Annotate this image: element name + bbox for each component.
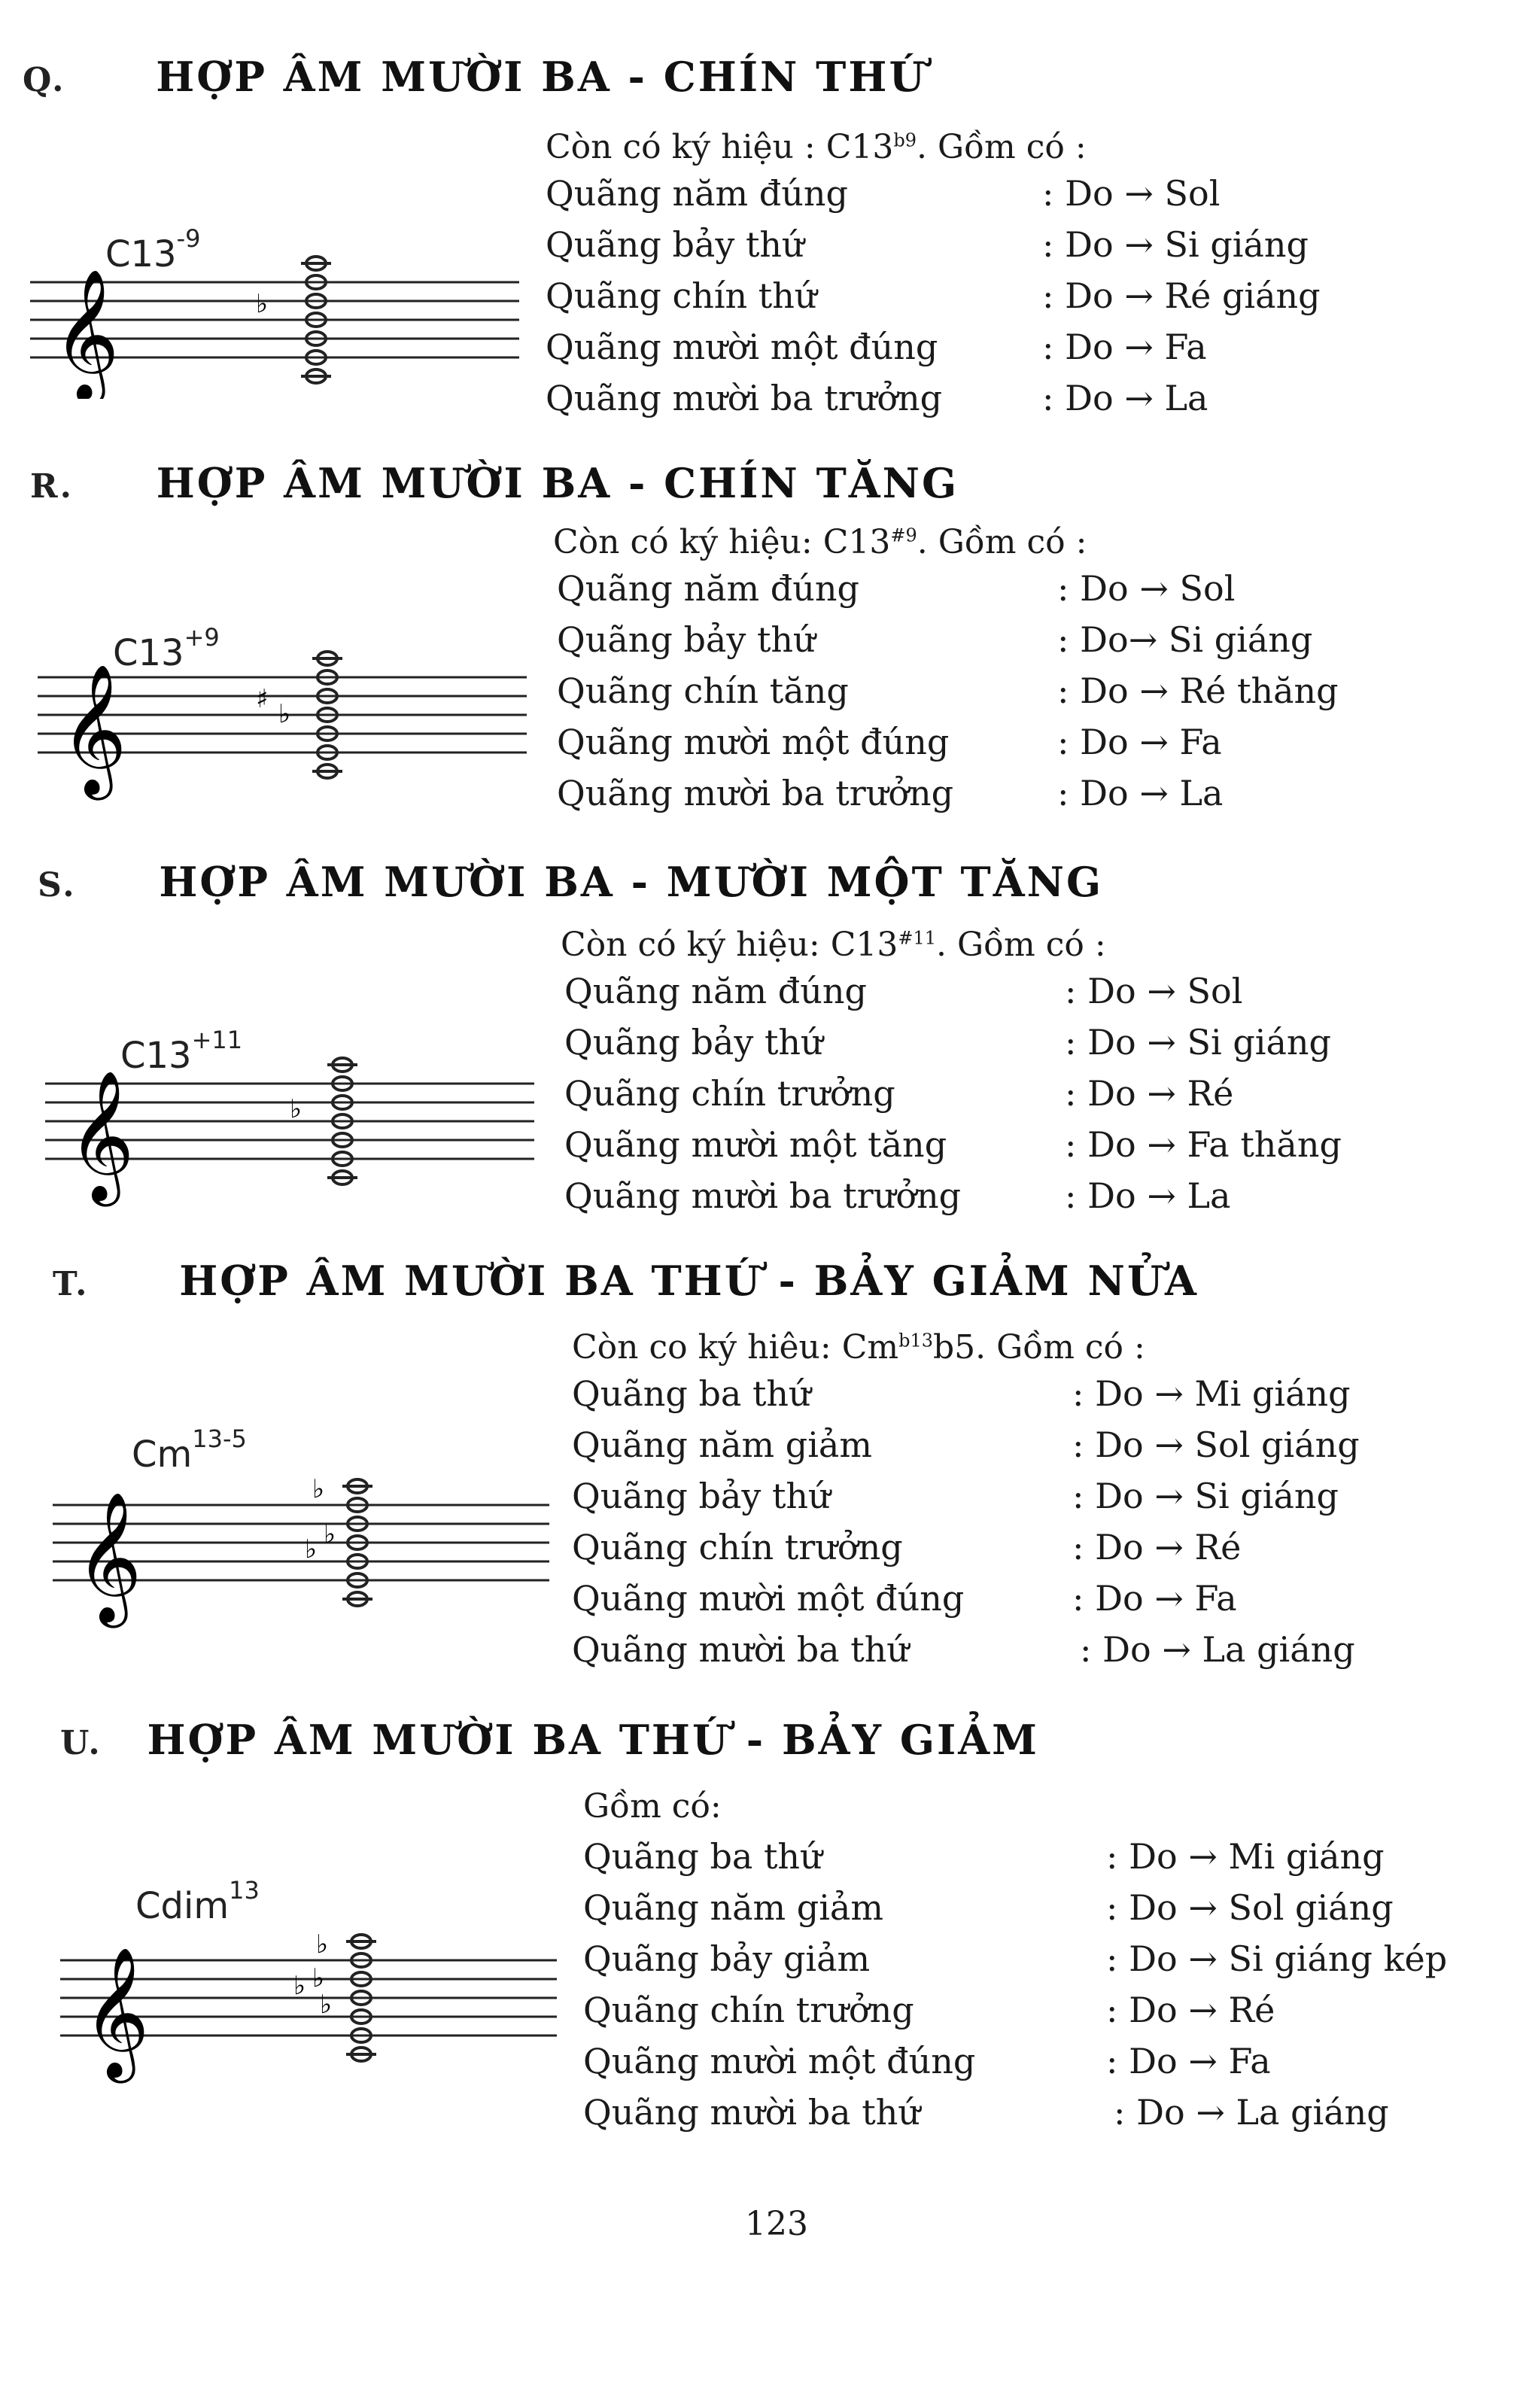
section-heading <box>38 858 1467 918</box>
interval-value: : Do → La <box>1065 1175 1231 1216</box>
interval-value: : Do → Sol giáng <box>1106 1887 1394 1928</box>
section-letter: S. <box>38 866 77 905</box>
section-title: HỢP ÂM MƯỜI BA - CHÍN TĂNG <box>156 459 959 507</box>
section-intro <box>561 926 1106 964</box>
chord-superscript: -9 <box>176 224 201 253</box>
svg-text:♭: ♭ <box>316 1929 329 1960</box>
svg-text:♭: ♭ <box>290 1094 302 1124</box>
interval-value: : Do → Sol <box>1042 173 1221 214</box>
svg-text:♭: ♭ <box>312 1474 325 1504</box>
intro-suffix: . Gồm có : <box>936 926 1106 964</box>
interval-name: Quãng mười một đúng <box>546 327 938 367</box>
treble-clef-icon: 𝄞 <box>75 1491 142 1622</box>
svg-text:♭: ♭ <box>256 289 269 319</box>
interval-value: : Do → La <box>1057 773 1224 813</box>
intro-suffix: b5. Gồm có : <box>933 1328 1145 1367</box>
interval-name: Quãng năm đúng <box>557 568 859 609</box>
section-intro <box>572 1328 1145 1367</box>
interval-value: : Do → Si giáng kép <box>1106 1938 1448 1979</box>
interval-value: : Do → Si giáng <box>1042 224 1309 265</box>
svg-text:♭: ♭ <box>324 1519 336 1549</box>
treble-clef-icon: 𝄞 <box>68 1070 135 1201</box>
svg-text:♭: ♭ <box>305 1534 318 1564</box>
interval-name: Quãng mười ba trưởng <box>546 378 943 418</box>
interval-name: Quãng mười một đúng <box>572 1578 965 1619</box>
section-heading <box>23 53 1452 113</box>
interval-value: : Do → Sol <box>1057 568 1236 609</box>
svg-text:♭: ♭ <box>278 699 291 729</box>
interval-name: Quãng năm đúng <box>546 173 848 214</box>
svg-text:♯: ♯ <box>256 684 269 714</box>
chord-name: C13 <box>105 233 177 275</box>
chord-symbol <box>105 224 201 275</box>
interval-name: Quãng mười một tăng <box>564 1124 947 1165</box>
intro-suffix: . Gồm có : <box>916 128 1087 166</box>
interval-value: : Do → Fa <box>1072 1578 1237 1619</box>
interval-name: Quãng mười ba trưởng <box>564 1175 962 1216</box>
section-title: HỢP ÂM MƯỜI BA - MƯỜI MỘT TĂNG <box>159 858 1104 906</box>
section-letter: U. <box>60 1724 102 1762</box>
section-letter: T. <box>53 1265 90 1303</box>
chord-superscript: +9 <box>184 623 220 652</box>
intro-prefix: Gồm có: <box>583 1787 722 1826</box>
staff-svg <box>53 1904 564 2099</box>
interval-value: : Do → Si giáng <box>1072 1476 1339 1516</box>
section-letter: R. <box>30 467 74 506</box>
chord-staff <box>53 1904 564 2102</box>
intro-prefix: Còn có ký hiệu: C13 <box>561 926 898 964</box>
chord-name: C13 <box>113 632 184 674</box>
interval-name: Quãng mười ba thứ <box>583 2092 920 2133</box>
interval-name: Quãng bảy thứ <box>546 224 804 265</box>
section-title: HỢP ÂM MƯỜI BA THỨ - BẢY GIẢM <box>147 1716 1039 1764</box>
section-heading <box>53 1257 1482 1317</box>
chord-symbol <box>132 1424 247 1476</box>
section-title: HỢP ÂM MƯỜI BA - CHÍN THỨ <box>156 53 927 101</box>
chord-symbol <box>135 1876 260 1927</box>
section-title: HỢP ÂM MƯỜI BA THỨ - BẢY GIẢM NỬA <box>179 1257 1199 1305</box>
interval-value: : Do → Ré <box>1106 1990 1275 2030</box>
page-number: 123 <box>745 2205 808 2243</box>
chord-staff <box>38 1023 542 1222</box>
section-intro <box>546 128 1087 166</box>
interval-value: : Do → Sol <box>1065 971 1243 1011</box>
section-intro <box>553 523 1087 561</box>
interval-name: Quãng chín thứ <box>546 275 817 316</box>
interval-name: Quãng ba thứ <box>583 1836 822 1877</box>
staff-svg <box>30 610 534 805</box>
intro-prefix: Còn có ký hiệu : C13 <box>546 128 894 166</box>
interval-name: Quãng bảy thứ <box>557 619 816 660</box>
section-intro <box>583 1787 722 1826</box>
treble-clef-icon: 𝄞 <box>53 269 120 399</box>
chord-symbol <box>120 1026 243 1077</box>
svg-text:♭: ♭ <box>312 1963 325 1993</box>
interval-value: : Do → La <box>1042 378 1208 418</box>
intro-suffix: . Gồm có : <box>917 523 1087 561</box>
interval-name: Quãng mười một đúng <box>583 2041 976 2081</box>
interval-value: : Do → Fa thăng <box>1065 1124 1342 1165</box>
interval-name: Quãng mười ba thứ <box>572 1629 909 1670</box>
intro-superscript: b13 <box>898 1330 933 1351</box>
interval-value: : Do → Ré <box>1065 1073 1234 1114</box>
chord-staff <box>30 610 534 808</box>
interval-name: Quãng mười ba trưởng <box>557 773 954 813</box>
section-letter: Q. <box>23 61 66 99</box>
chord-name: Cm <box>132 1434 193 1476</box>
interval-name: Quãng năm đúng <box>564 971 867 1011</box>
staff-svg <box>45 1445 557 1640</box>
staff-svg <box>38 1023 542 1219</box>
interval-value: : Do → Fa <box>1057 722 1222 762</box>
chord-name: Cdim <box>135 1885 230 1927</box>
svg-text:♭: ♭ <box>320 1990 333 2020</box>
interval-name: Quãng năm giảm <box>572 1424 872 1465</box>
interval-value: : Do → Ré giáng <box>1042 275 1321 316</box>
interval-name: Quãng bảy thứ <box>572 1476 831 1516</box>
interval-value: : Do → Mi giáng <box>1072 1373 1351 1414</box>
chord-symbol <box>113 623 220 674</box>
interval-name: Quãng bảy thứ <box>564 1022 823 1063</box>
intro-superscript: #9 <box>890 524 917 546</box>
svg-text:♭: ♭ <box>293 1971 306 2001</box>
interval-name: Quãng chín trưởng <box>583 1990 914 2030</box>
interval-value: : Do → Fa <box>1042 327 1207 367</box>
interval-name: Quãng bảy giảm <box>583 1938 871 1979</box>
treble-clef-icon: 𝄞 <box>60 664 127 795</box>
intro-superscript: b9 <box>893 129 917 151</box>
interval-name: Quãng chín tăng <box>557 670 849 711</box>
interval-value: : Do → La giáng <box>1114 2092 1389 2133</box>
chord-staff <box>23 203 527 402</box>
section-heading <box>30 459 1460 519</box>
intro-superscript: #11 <box>898 927 937 949</box>
interval-value: : Do→ Si giáng <box>1057 619 1313 660</box>
interval-name: Quãng chín trưởng <box>564 1073 895 1114</box>
chord-name: C13 <box>120 1035 192 1077</box>
interval-name: Quãng mười một đúng <box>557 722 950 762</box>
chord-superscript: 13-5 <box>192 1424 247 1453</box>
interval-value: : Do → Fa <box>1106 2041 1271 2081</box>
intro-prefix: Còn có ký hiệu: C13 <box>553 523 891 561</box>
interval-value: : Do → Ré <box>1072 1527 1242 1567</box>
chord-superscript: +11 <box>191 1026 243 1054</box>
intro-prefix: Còn co ký hiêu: Cm <box>572 1328 899 1367</box>
section-heading <box>60 1716 1490 1776</box>
interval-value: : Do → Mi giáng <box>1106 1836 1385 1877</box>
interval-value: : Do → Ré thăng <box>1057 670 1339 711</box>
chord-superscript: 13 <box>229 1876 260 1905</box>
interval-value: : Do → Si giáng <box>1065 1022 1331 1063</box>
chord-staff <box>45 1445 557 1643</box>
treble-clef-icon: 𝄞 <box>83 1947 150 2078</box>
interval-name: Quãng năm giảm <box>583 1887 883 1928</box>
interval-name: Quãng ba thứ <box>572 1373 811 1414</box>
staff-svg <box>23 203 527 399</box>
interval-value: : Do → Sol giáng <box>1072 1424 1360 1465</box>
interval-value: : Do → La giáng <box>1080 1629 1355 1670</box>
interval-name: Quãng chín trưởng <box>572 1527 903 1567</box>
